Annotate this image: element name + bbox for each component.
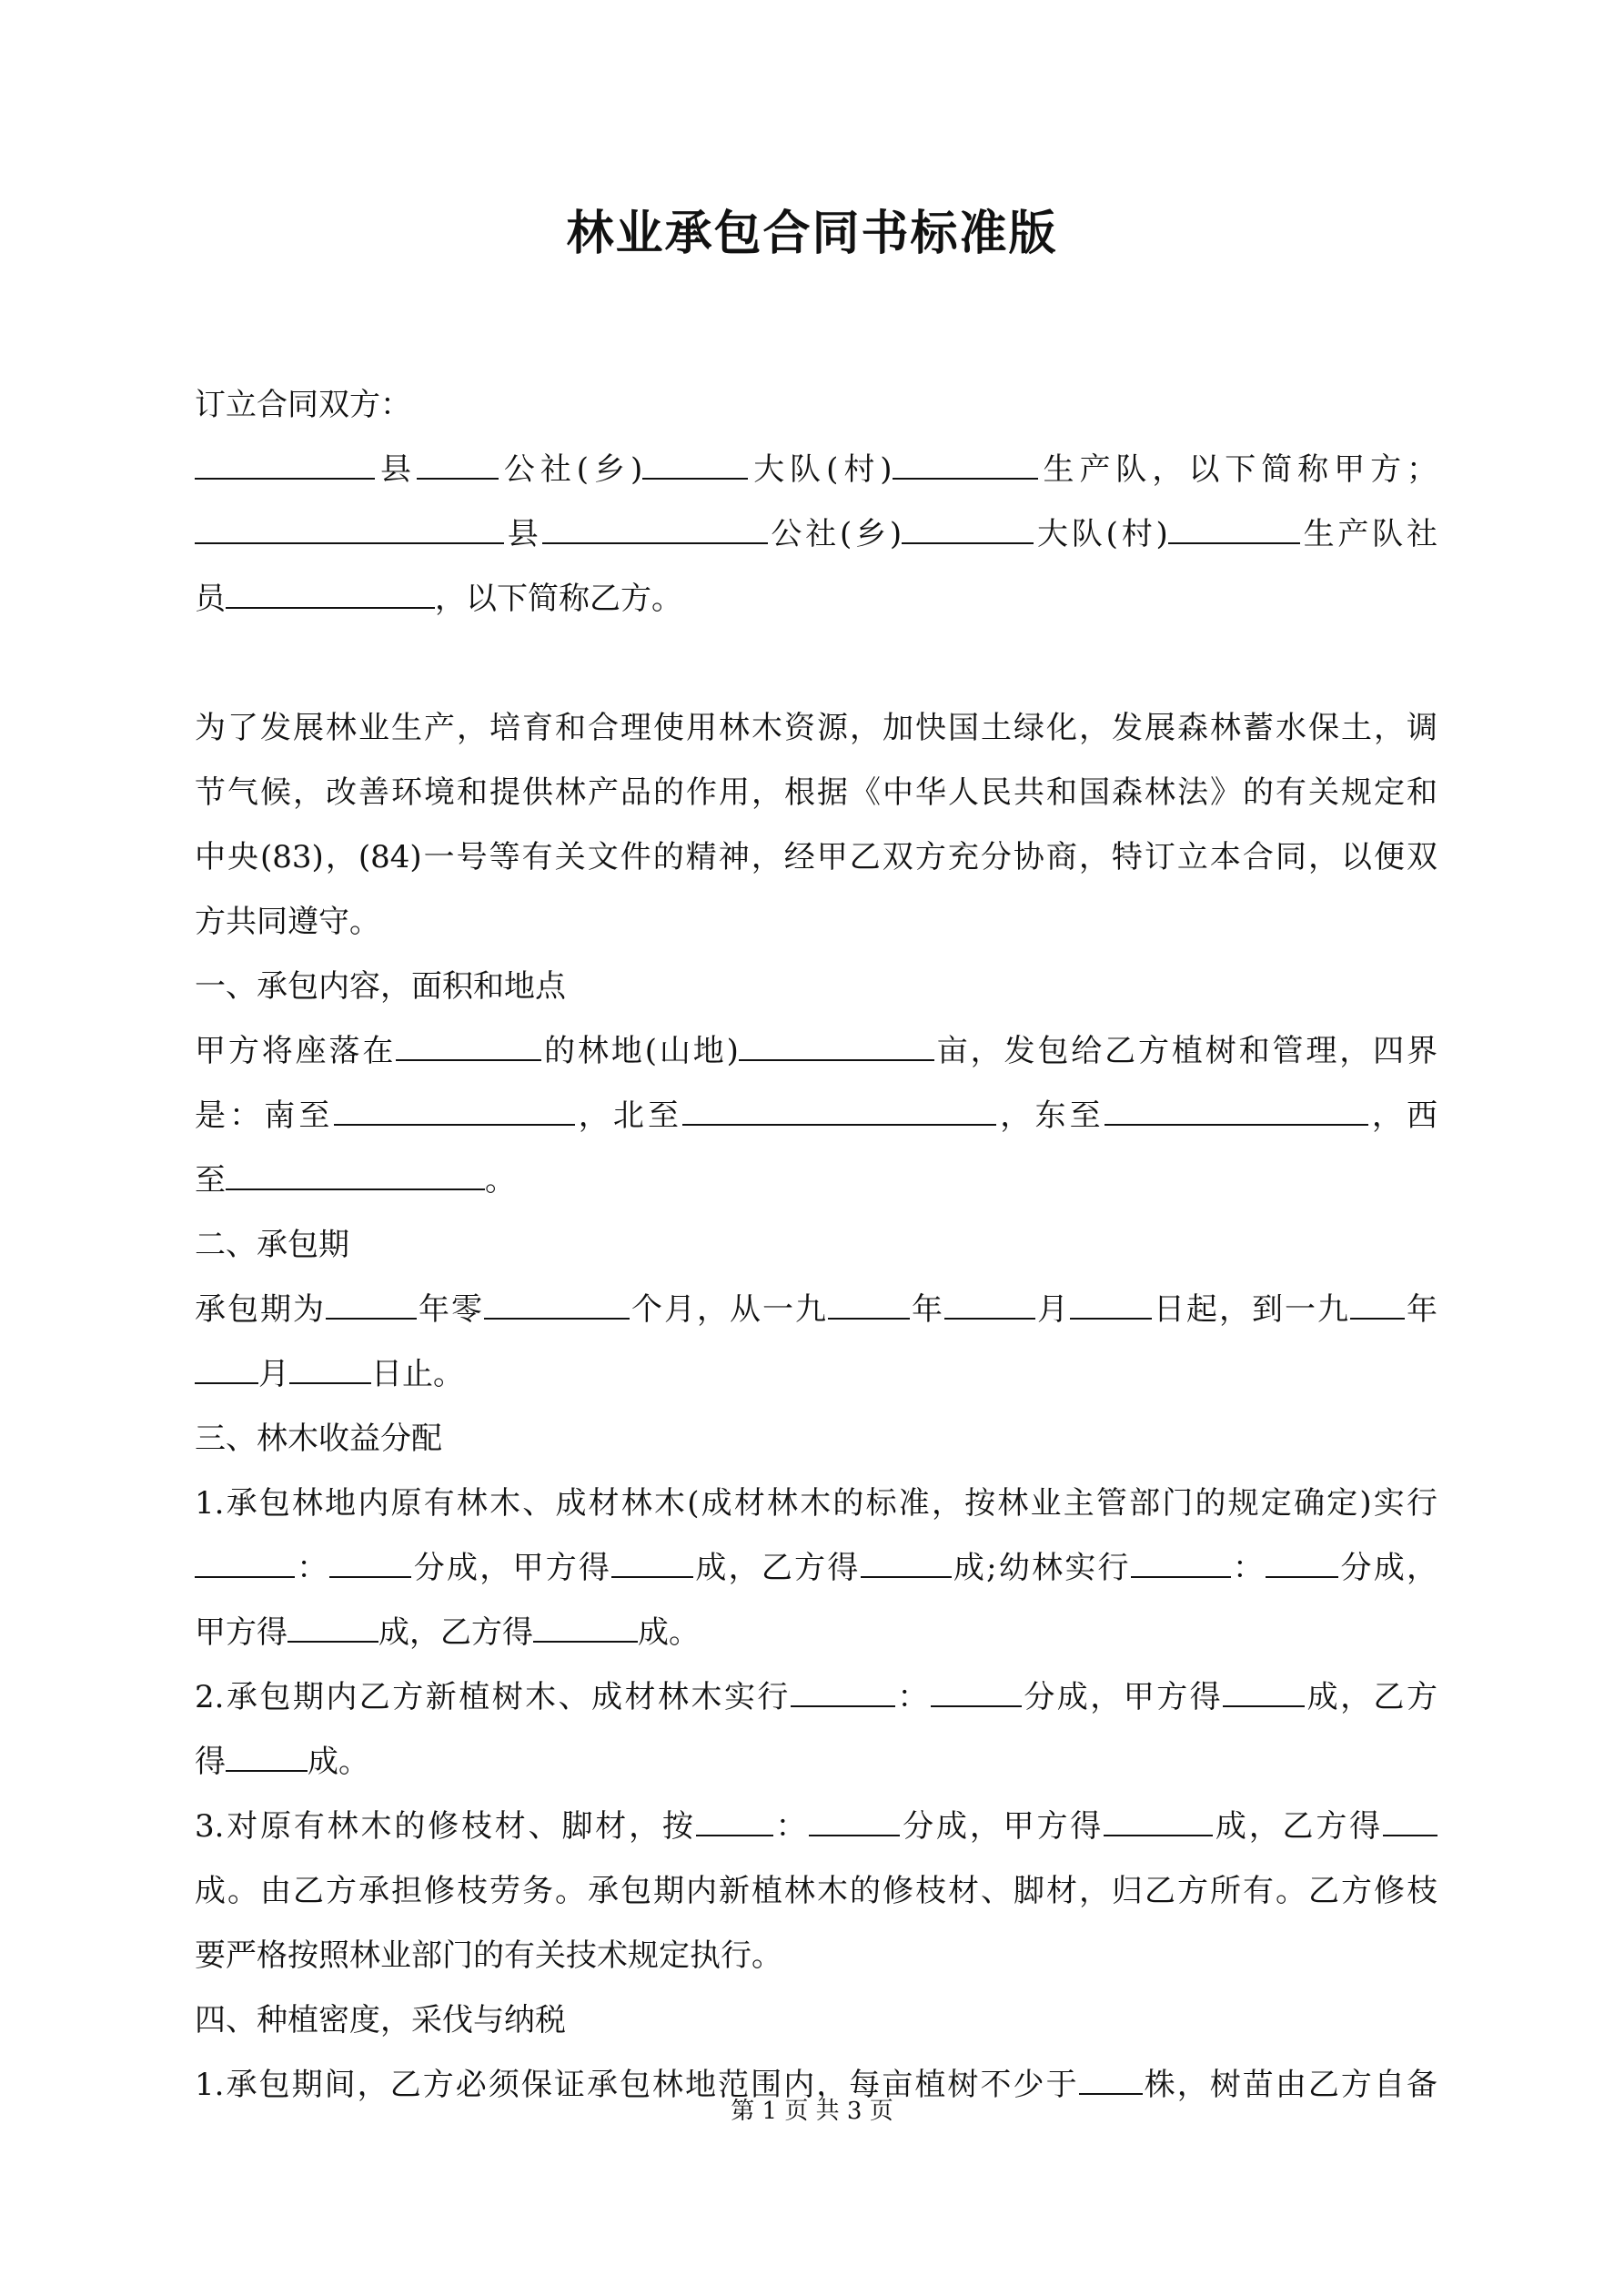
blank-field[interactable] xyxy=(226,580,435,609)
section-line: 甲方将座落在 的林地(山地) 亩，发包给乙方植树和管理，四界 xyxy=(195,1033,1438,1069)
blank-field[interactable] xyxy=(1070,1290,1152,1320)
section-heading: 一、承包内容，面积和地点 xyxy=(195,968,566,1005)
blank-field[interactable] xyxy=(329,1549,411,1578)
parties-intro: 订立合同双方： xyxy=(195,387,411,423)
party-b-line-end: 员 ，以下简称乙方。 xyxy=(195,581,682,617)
blank-field[interactable] xyxy=(226,1161,485,1190)
blank-field[interactable] xyxy=(533,1613,638,1643)
blank-field[interactable] xyxy=(287,1613,378,1643)
blank-field[interactable] xyxy=(642,450,748,480)
blank-field[interactable] xyxy=(682,1097,996,1126)
section-heading: 三、林木收益分配 xyxy=(195,1421,442,1457)
blank-field[interactable] xyxy=(1223,1678,1305,1707)
blank-field[interactable] xyxy=(611,1549,693,1578)
blank-field[interactable] xyxy=(417,450,499,480)
blank-field[interactable] xyxy=(791,1678,895,1707)
preamble-line: 为了发展林业生产，培育和合理使用林木资源，加快国土绿化，发展森林蓄水保土，调 xyxy=(195,710,1437,746)
document-title: 林业承包合同书标准版 xyxy=(566,206,1058,261)
blank-field[interactable] xyxy=(195,1549,295,1578)
section-line: 成。由乙方承担修枝劳务。承包期内新植林木的修枝材、脚材，归乙方所有。乙方修枝 xyxy=(195,1873,1437,1909)
section-line: 2.承包期内乙方新植树木、成材林木实行 ： 分成，甲方得 成，乙方 xyxy=(195,1679,1438,1715)
section-line: ： 分成，甲方得 成，乙方得 成;幼林实行 ： 分成， xyxy=(195,1536,1437,1601)
section-line: 1.承包林地内原有林木、成材林木(成材林木的标准，按林业主管部门的规定确定)实行 xyxy=(195,1485,1437,1522)
section-heading: 四、种植密度，采伐与纳税 xyxy=(195,2002,566,2038)
blank-field[interactable] xyxy=(1383,1807,1437,1836)
blank-field[interactable] xyxy=(696,1807,773,1836)
blank-field[interactable] xyxy=(944,1290,1035,1320)
blank-field[interactable] xyxy=(289,1355,371,1384)
blank-field[interactable] xyxy=(1105,1097,1368,1126)
section-line: 1.承包期间，乙方必须保证承包林地范围内，每亩植树不少于 株，树苗由乙方自备 xyxy=(195,2067,1437,2103)
blank-field[interactable] xyxy=(334,1097,575,1126)
section-line: 月 日止。 xyxy=(195,1342,1437,1407)
blank-field[interactable] xyxy=(1266,1549,1338,1578)
blank-field[interactable] xyxy=(931,1678,1022,1707)
blank-field[interactable] xyxy=(1079,2066,1143,2095)
blank-field[interactable] xyxy=(484,1290,630,1320)
preamble-line: 方共同遵守。 xyxy=(195,904,380,940)
section-line: 至 。 xyxy=(195,1162,516,1199)
section-line: 承包期为 年零 个月，从一九 年 月 日起，到一九 年 xyxy=(195,1291,1437,1328)
section-line: 是：南至 ，北至 ，东至 ，西 xyxy=(195,1097,1438,1134)
blank-field[interactable] xyxy=(1131,1549,1231,1578)
blank-field[interactable] xyxy=(195,515,504,544)
contract-body xyxy=(195,373,1437,2118)
section-line: 要严格按照林业部门的有关技术规定执行。 xyxy=(195,1937,782,1974)
preamble-line: 节气候，改善环境和提供林产品的作用，根据《中华人民共和国森林法》的有关规定和 xyxy=(195,774,1437,811)
blank-field[interactable] xyxy=(1168,515,1300,544)
blank-field[interactable] xyxy=(739,1032,934,1061)
blank-field[interactable] xyxy=(195,450,375,480)
section-heading: 二、承包期 xyxy=(195,1227,349,1263)
blank-field[interactable] xyxy=(226,1743,308,1772)
blank-field[interactable] xyxy=(1350,1290,1405,1320)
blank-field[interactable] xyxy=(809,1807,900,1836)
section-line: 得 成。 xyxy=(195,1744,369,1780)
blank-field[interactable] xyxy=(893,450,1038,480)
section-line: 甲方得 成，乙方得 成。 xyxy=(195,1614,700,1651)
blank-field[interactable] xyxy=(396,1032,541,1061)
party-b-line: 县 公社(乡) 大队(村) 生产队社 xyxy=(195,502,1437,567)
blank-field[interactable] xyxy=(902,515,1034,544)
blank-field[interactable] xyxy=(861,1549,952,1578)
blank-field[interactable] xyxy=(1104,1807,1213,1836)
blank-field[interactable] xyxy=(326,1290,417,1320)
page-footer: 第 1 页 共 3 页 xyxy=(731,2098,893,2125)
blank-field[interactable] xyxy=(195,1355,258,1384)
preamble-line: 中央(83)，(84)一号等有关文件的精神，经甲乙双方充分协商，特订立本合同，以便双 xyxy=(195,839,1437,875)
blank-field[interactable] xyxy=(542,515,768,544)
section-line: 3.对原有林木的修枝材、脚材，按 ： 分成，甲方得 成，乙方得 xyxy=(195,1795,1437,1859)
blank-field[interactable] xyxy=(828,1290,910,1320)
party-a-line: 县 公社(乡) 大队(村) 生产队，以下简称甲方； xyxy=(195,438,1437,502)
